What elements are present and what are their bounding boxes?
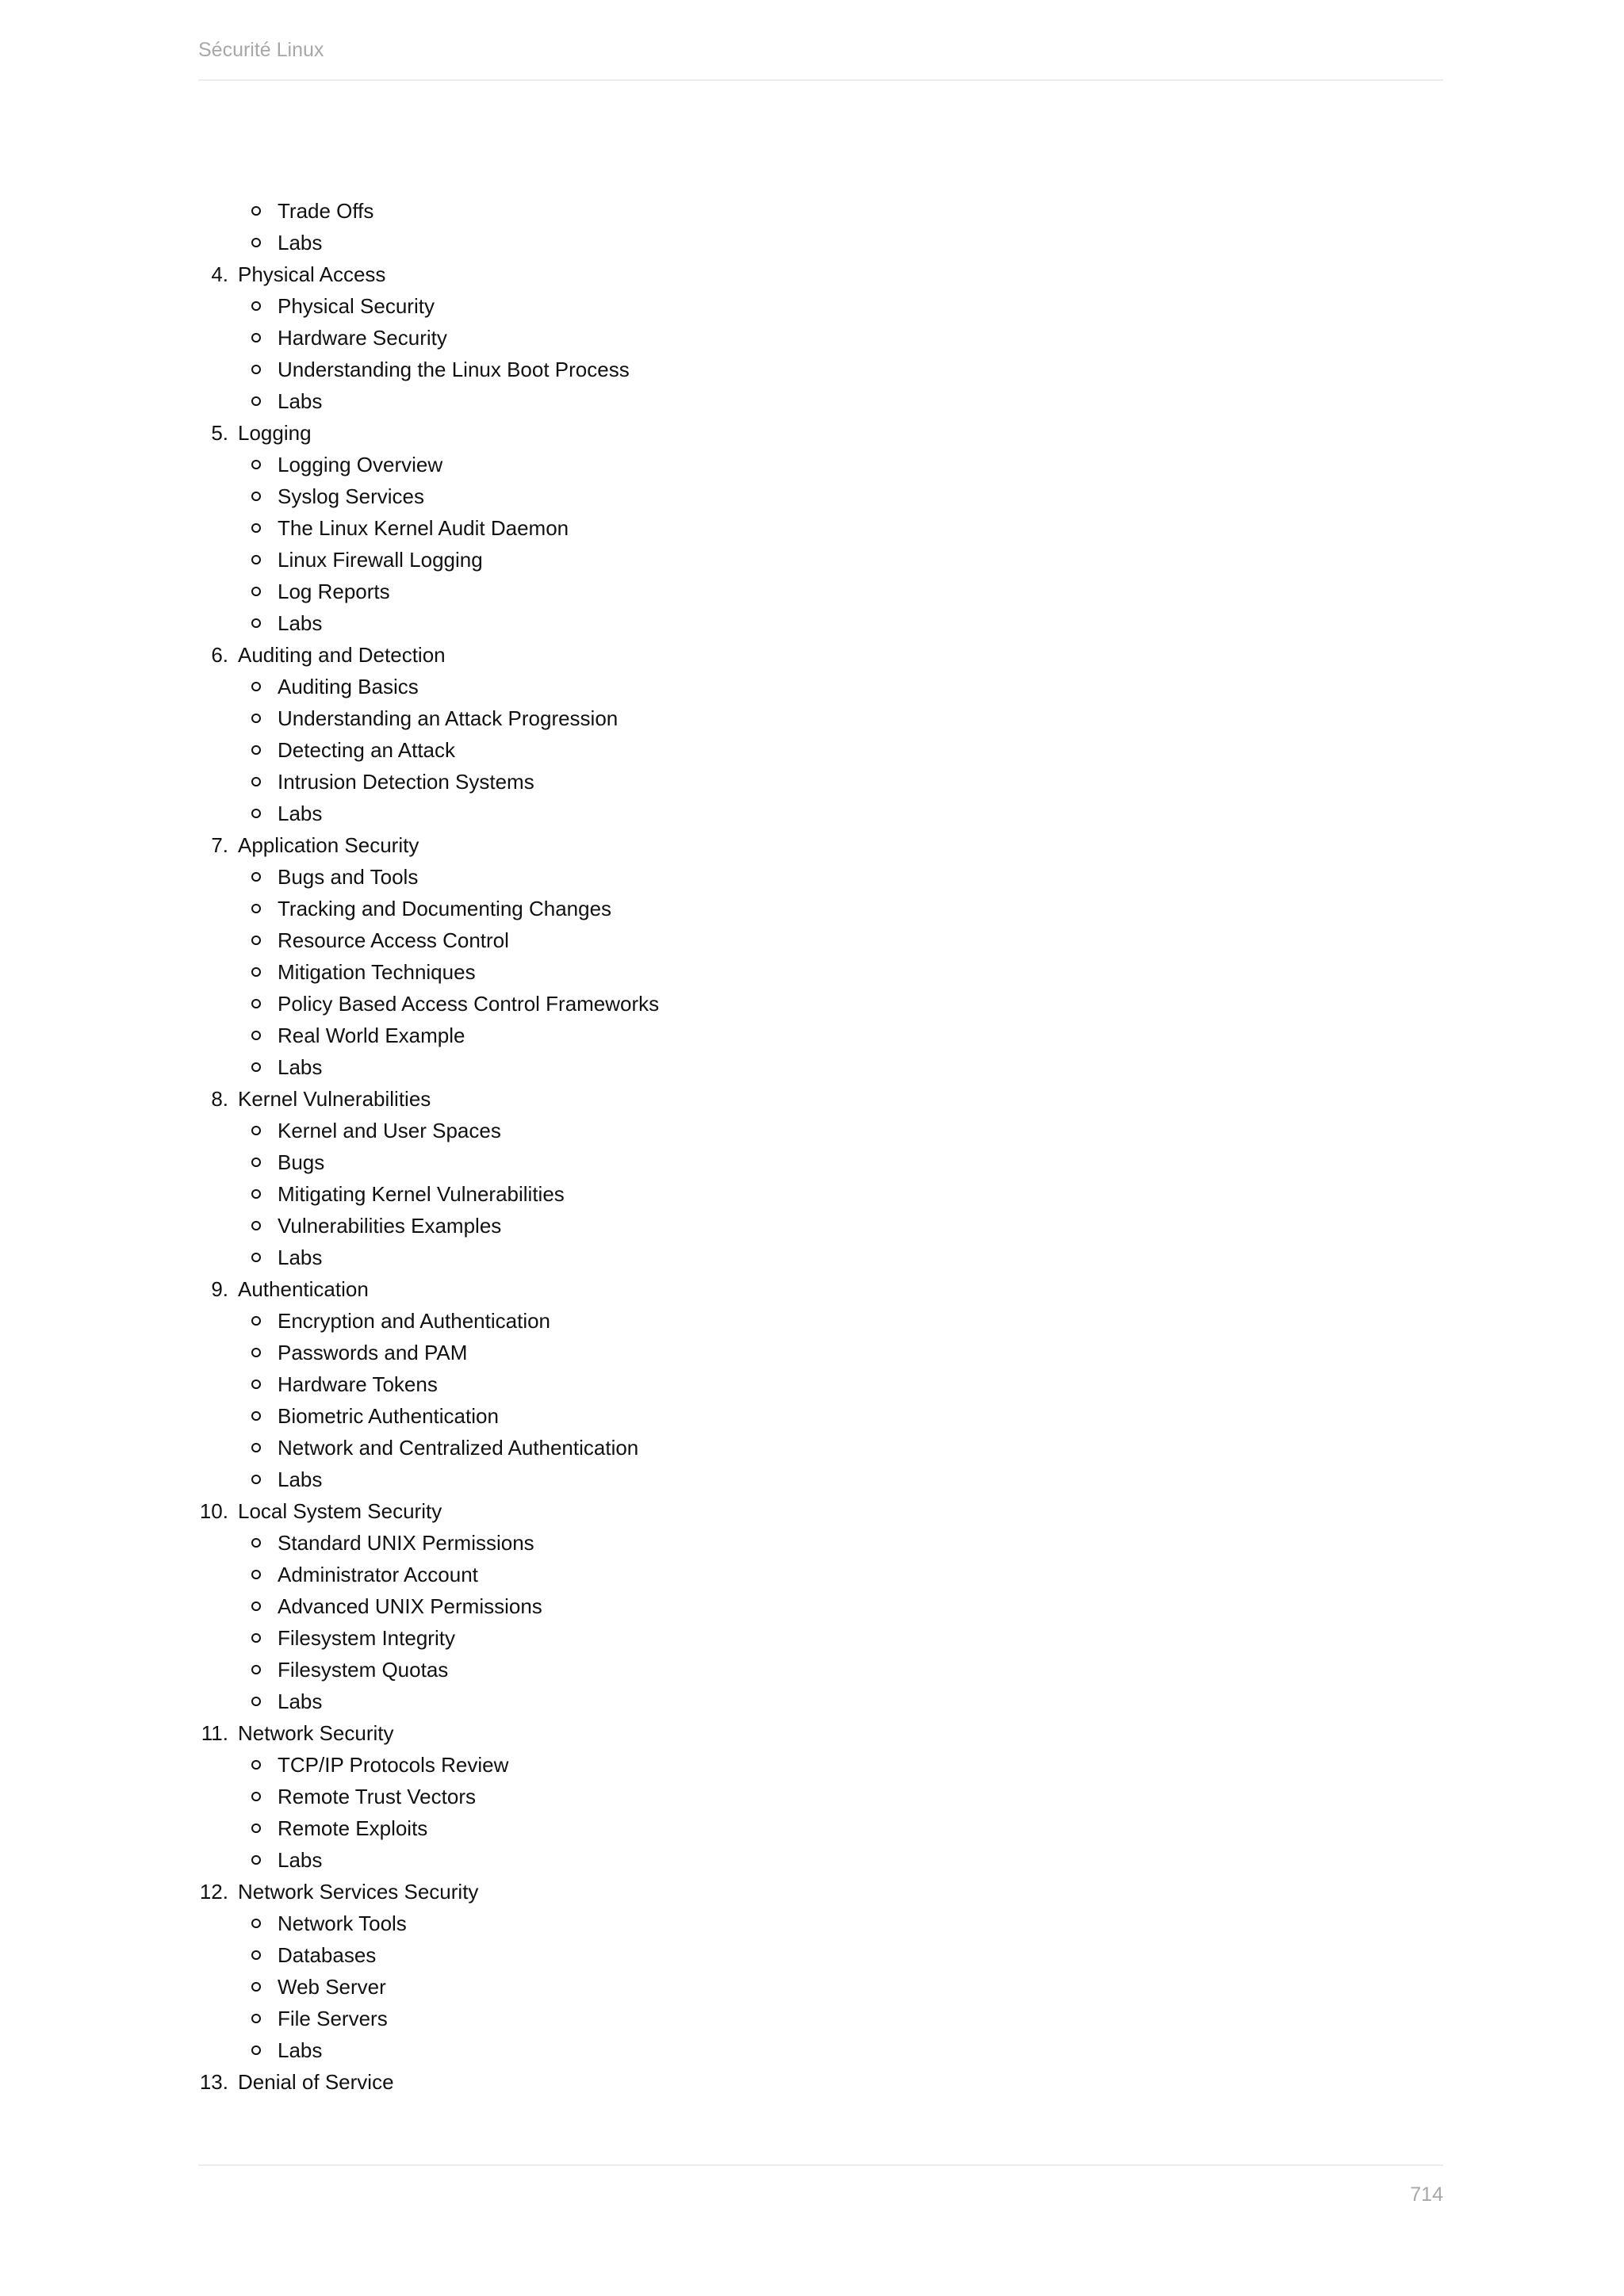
toc-section-item xyxy=(198,354,1443,385)
section-title: Labs xyxy=(278,1689,323,1713)
toc-section-item xyxy=(198,956,1443,988)
toc-section-item xyxy=(198,480,1443,512)
circle-bullet-icon xyxy=(251,396,261,406)
section-title: Logging Overview xyxy=(278,453,443,476)
toc-chapter-item xyxy=(198,1495,1443,1527)
section-title: File Servers xyxy=(278,2007,388,2030)
circle-bullet-icon xyxy=(251,333,261,342)
toc-section-item xyxy=(198,607,1443,639)
toc-section-item xyxy=(198,1686,1443,1717)
circle-bullet-icon xyxy=(251,1538,261,1548)
page-number: 714 xyxy=(1410,2183,1443,2206)
circle-bullet-icon xyxy=(251,1601,261,1611)
toc-section-item xyxy=(198,1844,1443,1876)
chapter-title: Local System Security xyxy=(238,1499,442,1523)
toc-section-item xyxy=(198,893,1443,924)
toc-section-item xyxy=(198,512,1443,544)
circle-bullet-icon xyxy=(251,1855,261,1865)
toc-section-item xyxy=(198,1400,1443,1432)
toc-section-item xyxy=(198,1178,1443,1210)
section-title: The Linux Kernel Audit Daemon xyxy=(278,516,569,540)
circle-bullet-icon xyxy=(251,1189,261,1199)
chapter-title: Application Security xyxy=(238,833,419,857)
circle-bullet-icon xyxy=(251,523,261,533)
toc-chapter-item xyxy=(198,2066,1443,2098)
section-title: Linux Firewall Logging xyxy=(278,548,483,572)
section-title: Network Tools xyxy=(278,1911,407,1935)
chapter-title: Network Security xyxy=(238,1721,394,1745)
section-title: Remote Exploits xyxy=(278,1816,428,1840)
toc-section-item xyxy=(198,1020,1443,1051)
chapter-number: 8. xyxy=(211,1087,228,1111)
section-title: Labs xyxy=(278,389,323,413)
section-title: Filesystem Integrity xyxy=(278,1626,455,1650)
toc-section-item xyxy=(198,766,1443,798)
circle-bullet-icon xyxy=(251,206,261,216)
section-title: Mitigation Techniques xyxy=(278,960,476,984)
section-title: Mitigating Kernel Vulnerabilities xyxy=(278,1182,565,1206)
page-footer xyxy=(198,2164,1443,2212)
circle-bullet-icon xyxy=(251,1919,261,1928)
toc-section-item xyxy=(198,798,1443,829)
toc-section-item xyxy=(198,1654,1443,1686)
circle-bullet-icon xyxy=(251,460,261,469)
table-of-contents xyxy=(198,195,1443,2098)
section-title: Resource Access Control xyxy=(278,928,509,952)
circle-bullet-icon xyxy=(251,1316,261,1326)
section-title: Vulnerabilities Examples xyxy=(278,1214,502,1238)
circle-bullet-icon xyxy=(251,1760,261,1770)
chapter-number: 6. xyxy=(211,643,228,667)
chapter-number: 7. xyxy=(211,833,228,857)
toc-section-item xyxy=(198,1337,1443,1368)
toc-section-item xyxy=(198,1210,1443,1242)
circle-bullet-icon xyxy=(251,872,261,882)
circle-bullet-icon xyxy=(251,1348,261,1357)
toc-section-item xyxy=(198,385,1443,417)
section-title: Understanding an Attack Progression xyxy=(278,706,619,730)
section-title: Trade Offs xyxy=(278,199,374,223)
toc-section-item xyxy=(198,576,1443,607)
toc-chapter-item xyxy=(198,1876,1443,1908)
toc-section-item xyxy=(198,1115,1443,1146)
section-title: Auditing Basics xyxy=(278,675,419,698)
toc-section-item xyxy=(198,1559,1443,1590)
section-title: Administrator Account xyxy=(278,1563,478,1586)
circle-bullet-icon xyxy=(251,682,261,691)
chapter-number: 5. xyxy=(211,421,228,445)
toc-chapter-item xyxy=(198,639,1443,671)
circle-bullet-icon xyxy=(251,1443,261,1452)
section-title: Real World Example xyxy=(278,1024,465,1047)
section-title: Labs xyxy=(278,231,323,254)
circle-bullet-icon xyxy=(251,1982,261,1992)
section-title: Standard UNIX Permissions xyxy=(278,1531,534,1555)
circle-bullet-icon xyxy=(251,809,261,818)
section-title: Syslog Services xyxy=(278,484,424,508)
running-header-title: Sécurité Linux xyxy=(198,39,324,61)
section-title: Databases xyxy=(278,1943,377,1967)
circle-bullet-icon xyxy=(251,777,261,786)
toc-chapter-item xyxy=(198,1083,1443,1115)
circle-bullet-icon xyxy=(251,1158,261,1167)
toc-section-item xyxy=(198,2034,1443,2066)
section-title: Labs xyxy=(278,1246,323,1269)
section-title: Detecting an Attack xyxy=(278,738,456,762)
chapter-title: Kernel Vulnerabilities xyxy=(238,1087,431,1111)
chapter-number: 12. xyxy=(199,1880,228,1904)
section-title: Policy Based Access Control Frameworks xyxy=(278,992,660,1016)
circle-bullet-icon xyxy=(251,1126,261,1135)
circle-bullet-icon xyxy=(251,2045,261,2055)
circle-bullet-icon xyxy=(251,618,261,628)
chapter-number: 4. xyxy=(211,262,228,286)
toc-section-item xyxy=(198,671,1443,702)
toc-chapter-item xyxy=(198,417,1443,449)
chapter-number: 13. xyxy=(199,2070,228,2094)
circle-bullet-icon xyxy=(251,745,261,755)
circle-bullet-icon xyxy=(251,555,261,564)
circle-bullet-icon xyxy=(251,492,261,501)
section-title: Labs xyxy=(278,802,323,825)
toc-section-item xyxy=(198,1051,1443,1083)
section-title: Labs xyxy=(278,2038,323,2062)
toc-section-item xyxy=(198,924,1443,956)
circle-bullet-icon xyxy=(251,714,261,723)
section-title: Hardware Tokens xyxy=(278,1372,438,1396)
section-title: Biometric Authentication xyxy=(278,1404,499,1428)
circle-bullet-icon xyxy=(251,1380,261,1389)
toc-section-item xyxy=(198,195,1443,227)
toc-section-item xyxy=(198,290,1443,322)
section-title: Labs xyxy=(278,1055,323,1079)
section-title: Filesystem Quotas xyxy=(278,1658,449,1682)
circle-bullet-icon xyxy=(251,967,261,977)
toc-section-item xyxy=(198,1242,1443,1273)
circle-bullet-icon xyxy=(251,2014,261,2023)
toc-chapter-item xyxy=(198,258,1443,290)
chapter-title: Authentication xyxy=(238,1277,369,1301)
toc-section-item xyxy=(198,227,1443,258)
section-title: Encryption and Authentication xyxy=(278,1309,551,1333)
circle-bullet-icon xyxy=(251,1697,261,1706)
toc-section-item xyxy=(198,1527,1443,1559)
chapter-number: 11. xyxy=(201,1721,228,1745)
toc-section-item xyxy=(198,734,1443,766)
toc-section-item xyxy=(198,1908,1443,1939)
circle-bullet-icon xyxy=(251,1633,261,1643)
section-title: Hardware Security xyxy=(278,326,447,350)
circle-bullet-icon xyxy=(251,936,261,945)
chapter-title: Denial of Service xyxy=(238,2070,394,2094)
section-title: Understanding the Linux Boot Process xyxy=(278,358,630,381)
section-title: Physical Security xyxy=(278,294,435,318)
chapter-title: Physical Access xyxy=(238,262,386,286)
toc-section-item xyxy=(198,1368,1443,1400)
toc-section-item xyxy=(198,1781,1443,1812)
circle-bullet-icon xyxy=(251,587,261,596)
toc-section-item xyxy=(198,988,1443,1020)
circle-bullet-icon xyxy=(251,301,261,311)
toc-section-item xyxy=(198,1812,1443,1844)
toc-chapter-item xyxy=(198,1273,1443,1305)
toc-section-item xyxy=(198,1939,1443,1971)
section-title: TCP/IP Protocols Review xyxy=(278,1753,509,1777)
chapter-title: Auditing and Detection xyxy=(238,643,446,667)
toc-section-item xyxy=(198,544,1443,576)
toc-chapter-item xyxy=(198,1717,1443,1749)
toc-section-item xyxy=(198,1464,1443,1495)
circle-bullet-icon xyxy=(251,1792,261,1801)
circle-bullet-icon xyxy=(251,1062,261,1072)
toc-section-item xyxy=(198,702,1443,734)
chapter-number: 10. xyxy=(199,1499,228,1523)
section-title: Advanced UNIX Permissions xyxy=(278,1594,542,1618)
section-title: Labs xyxy=(278,1468,323,1491)
section-title: Bugs xyxy=(278,1150,325,1174)
page-header xyxy=(198,36,1443,81)
circle-bullet-icon xyxy=(251,1665,261,1674)
circle-bullet-icon xyxy=(251,1031,261,1040)
toc-section-item xyxy=(198,1590,1443,1622)
section-title: Remote Trust Vectors xyxy=(278,1785,476,1808)
toc-section-item xyxy=(198,449,1443,480)
section-title: Bugs and Tools xyxy=(278,865,419,889)
circle-bullet-icon xyxy=(251,1221,261,1230)
toc-section-item xyxy=(198,1432,1443,1464)
toc-section-item xyxy=(198,861,1443,893)
section-title: Tracking and Documenting Changes xyxy=(278,897,612,920)
toc-section-item xyxy=(198,322,1443,354)
circle-bullet-icon xyxy=(251,904,261,913)
chapter-number: 9. xyxy=(211,1277,228,1301)
toc-section-item xyxy=(198,2003,1443,2034)
circle-bullet-icon xyxy=(251,238,261,247)
section-title: Web Server xyxy=(278,1975,386,1999)
section-title: Network and Centralized Authentication xyxy=(278,1436,639,1460)
toc-chapter-item xyxy=(198,829,1443,861)
circle-bullet-icon xyxy=(251,1823,261,1833)
circle-bullet-icon xyxy=(251,1411,261,1421)
circle-bullet-icon xyxy=(251,365,261,374)
section-title: Passwords and PAM xyxy=(278,1341,468,1364)
toc-section-item xyxy=(198,1749,1443,1781)
circle-bullet-icon xyxy=(251,1253,261,1262)
toc-section-item xyxy=(198,1622,1443,1654)
section-title: Labs xyxy=(278,1848,323,1872)
toc-section-item xyxy=(198,1305,1443,1337)
circle-bullet-icon xyxy=(251,1475,261,1484)
chapter-title: Network Services Security xyxy=(238,1880,479,1904)
section-title: Intrusion Detection Systems xyxy=(278,770,534,794)
toc-section-item xyxy=(198,1146,1443,1178)
section-title: Kernel and User Spaces xyxy=(278,1119,501,1142)
toc-section-item xyxy=(198,1971,1443,2003)
circle-bullet-icon xyxy=(251,999,261,1008)
circle-bullet-icon xyxy=(251,1950,261,1960)
circle-bullet-icon xyxy=(251,1570,261,1579)
chapter-title: Logging xyxy=(238,421,312,445)
section-title: Labs xyxy=(278,611,323,635)
section-title: Log Reports xyxy=(278,580,390,603)
